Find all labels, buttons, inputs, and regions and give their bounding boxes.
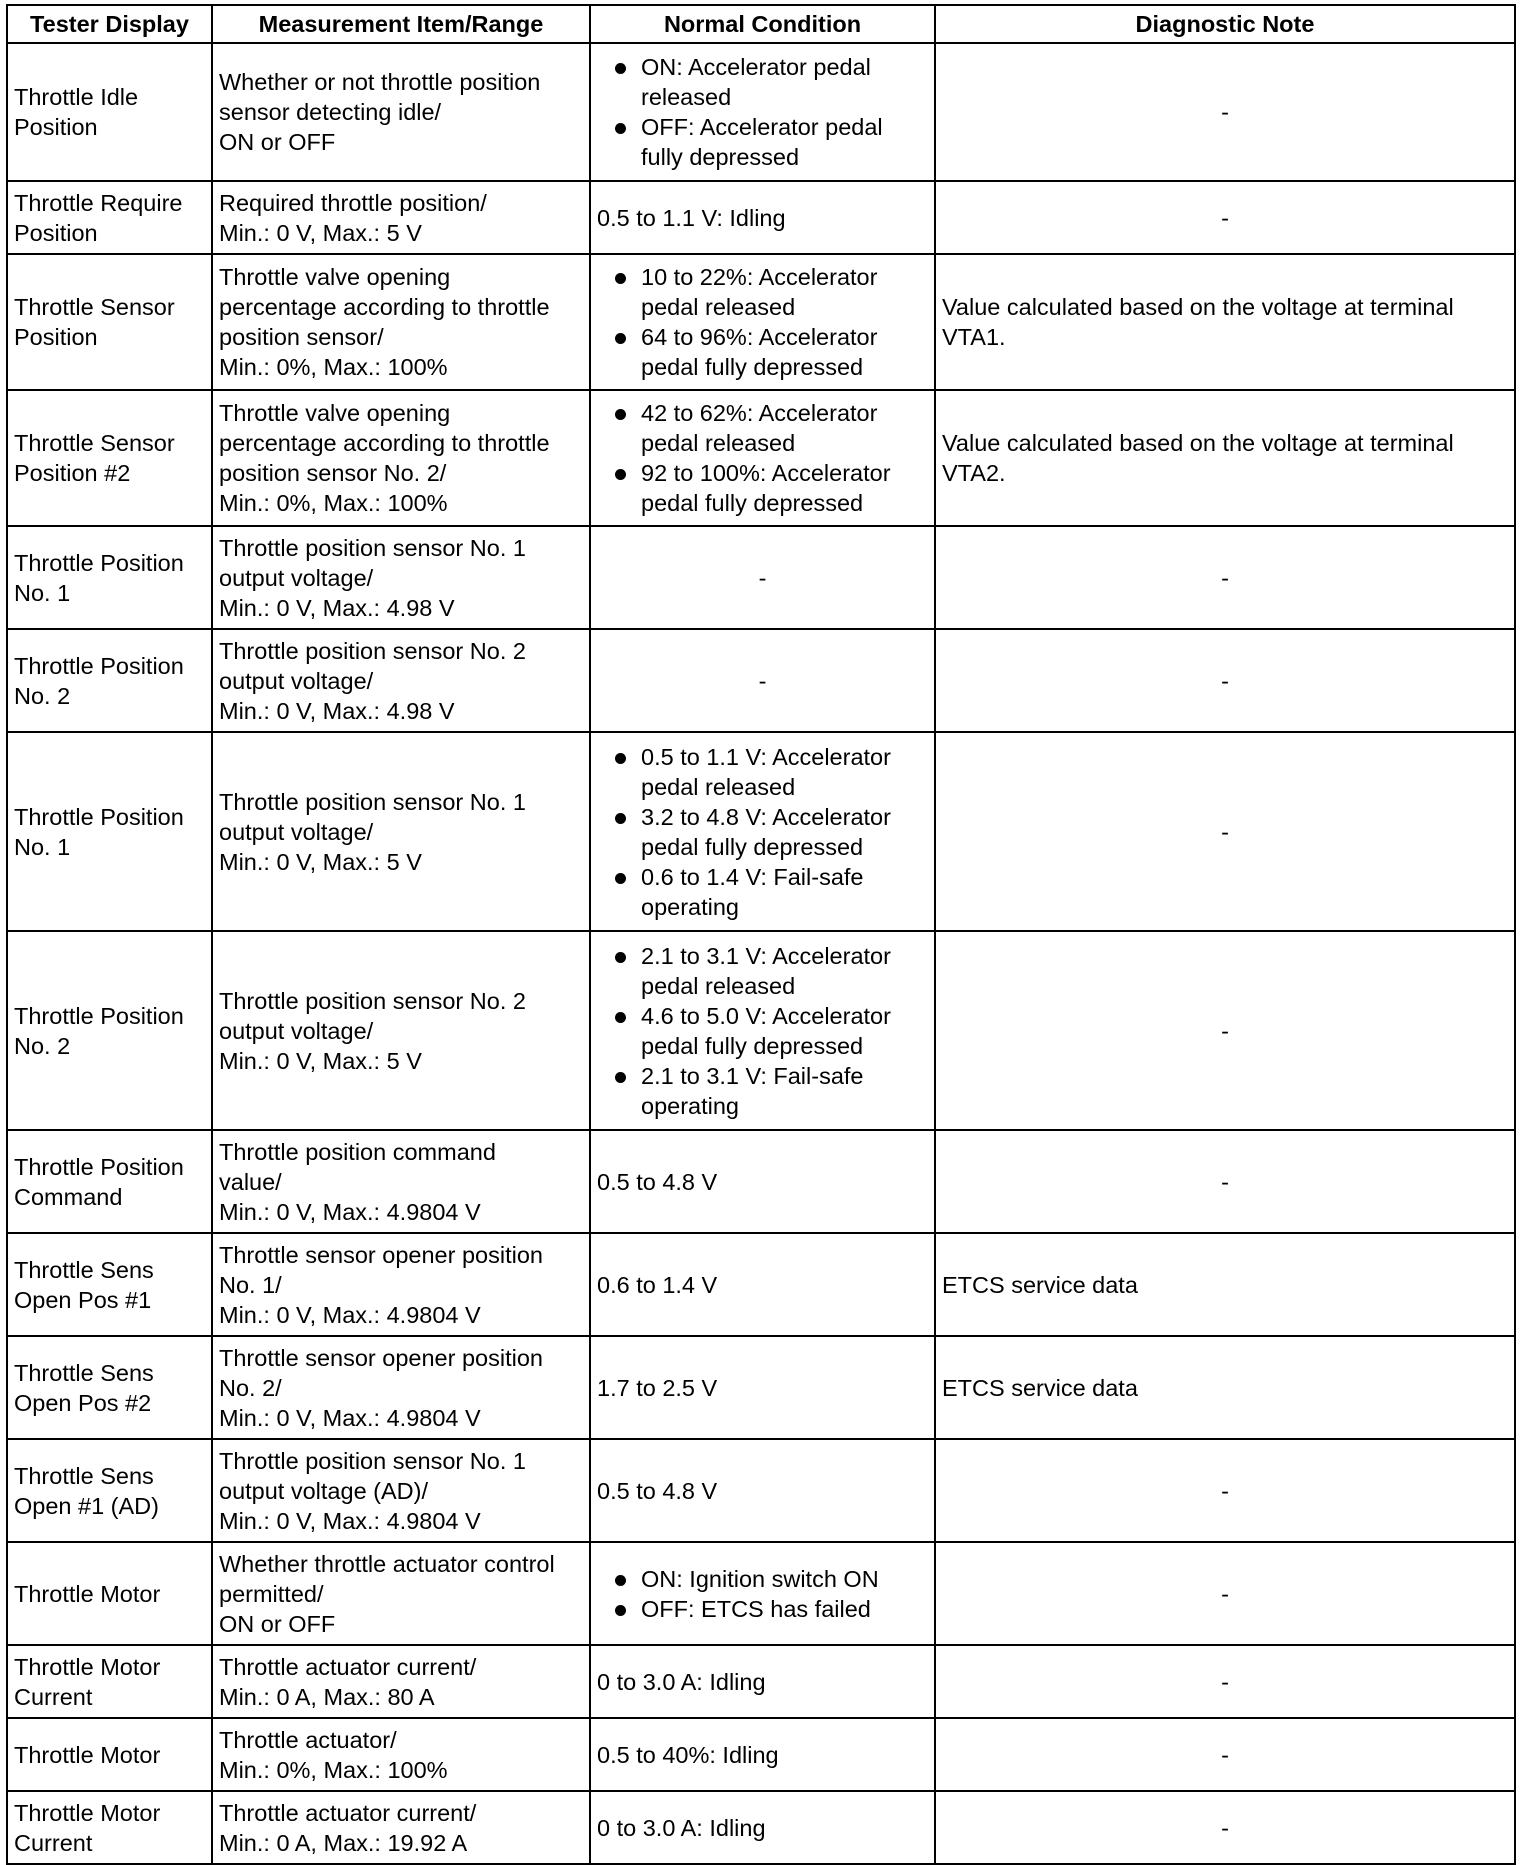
condition-list-item: OFF: ETCS has failed	[597, 1594, 928, 1624]
condition-list	[597, 742, 928, 922]
normal-condition-cell: 0 to 3.0 A: Idling	[590, 1645, 935, 1718]
normal-condition-cell: -	[590, 526, 935, 629]
table-row	[7, 43, 1515, 181]
diagnostic-note-cell: -	[935, 931, 1515, 1130]
measurement-cell: Throttle sensor opener position No. 2/ Min.: 0 V, Max.: 4.9804 V	[212, 1336, 590, 1439]
measurement-cell: Whether throttle actuator control permitted/ ON or OFF	[212, 1542, 590, 1645]
normal-condition-cell: 0.5 to 1.1 V: Idling	[590, 181, 935, 254]
measurement-cell: Throttle position sensor No. 1 output voltage (AD)/ Min.: 0 V, Max.: 4.9804 V	[212, 1439, 590, 1542]
table-header-row	[7, 5, 1515, 43]
measurement-cell: Throttle position command value/ Min.: 0 V, Max.: 4.9804 V	[212, 1130, 590, 1233]
diagnostic-note-cell: -	[935, 1542, 1515, 1645]
diagnostic-note-cell: ETCS service data	[935, 1336, 1515, 1439]
condition-list-item: 42 to 62%: Accelerator pedal released	[597, 398, 928, 458]
tester-display-cell: Throttle Sens Open #1 (AD)	[7, 1439, 212, 1542]
table-row	[7, 1542, 1515, 1645]
condition-list	[597, 398, 928, 518]
normal-condition-cell: 0 to 3.0 A: Idling	[590, 1791, 935, 1864]
header-normal-condition: Normal Condition	[590, 5, 935, 43]
measurement-cell: Throttle position sensor No. 1 output voltage/ Min.: 0 V, Max.: 5 V	[212, 732, 590, 931]
data-table-container	[6, 4, 1514, 1865]
tester-display-cell: Throttle Motor Current	[7, 1645, 212, 1718]
diagnostic-note-cell: ETCS service data	[935, 1233, 1515, 1336]
condition-list-item: 92 to 100%: Accelerator pedal fully depressed	[597, 458, 928, 518]
normal-condition-cell	[590, 43, 935, 181]
table-row	[7, 254, 1515, 390]
measurement-cell: Whether or not throttle position sensor detecting idle/ ON or OFF	[212, 43, 590, 181]
diagnostic-note-cell: -	[935, 1791, 1515, 1864]
condition-list-item: 0.5 to 1.1 V: Accelerator pedal released	[597, 742, 928, 802]
table-row	[7, 1645, 1515, 1718]
diagnostic-note-cell: -	[935, 1645, 1515, 1718]
tester-display-cell: Throttle Idle Position	[7, 43, 212, 181]
diagnostic-note-cell: -	[935, 732, 1515, 931]
tester-display-cell: Throttle Position Command	[7, 1130, 212, 1233]
tester-display-cell: Throttle Sensor Position	[7, 254, 212, 390]
diagnostic-note-cell: -	[935, 526, 1515, 629]
condition-list-item: ON: Ignition switch ON	[597, 1564, 928, 1594]
normal-condition-cell	[590, 732, 935, 931]
normal-condition-cell	[590, 254, 935, 390]
measurement-cell: Throttle position sensor No. 2 output voltage/ Min.: 0 V, Max.: 5 V	[212, 931, 590, 1130]
tester-display-cell: Throttle Sensor Position #2	[7, 390, 212, 526]
table-row	[7, 526, 1515, 629]
measurement-cell: Throttle actuator current/ Min.: 0 A, Max.: 80 A	[212, 1645, 590, 1718]
measurement-cell: Required throttle position/ Min.: 0 V, Max.: 5 V	[212, 181, 590, 254]
normal-condition-cell: 0.6 to 1.4 V	[590, 1233, 935, 1336]
tester-display-cell: Throttle Motor Current	[7, 1791, 212, 1864]
condition-list	[597, 941, 928, 1121]
diagnostic-note-cell: -	[935, 43, 1515, 181]
table-row	[7, 390, 1515, 526]
tester-display-cell: Throttle Motor	[7, 1718, 212, 1791]
measurement-cell: Throttle position sensor No. 1 output voltage/ Min.: 0 V, Max.: 4.98 V	[212, 526, 590, 629]
measurement-cell: Throttle sensor opener position No. 1/ Min.: 0 V, Max.: 4.9804 V	[212, 1233, 590, 1336]
normal-condition-cell	[590, 1542, 935, 1645]
diagnostic-note-cell: -	[935, 1130, 1515, 1233]
tester-display-cell: Throttle Require Position	[7, 181, 212, 254]
table-row	[7, 1233, 1515, 1336]
tester-data-table	[6, 4, 1516, 1865]
measurement-cell: Throttle valve opening percentage according to throttle position sensor/ Min.: 0%, Max.: 100%	[212, 254, 590, 390]
diagnostic-note-cell: -	[935, 181, 1515, 254]
table-row	[7, 1791, 1515, 1864]
table-body	[7, 43, 1515, 1864]
diagnostic-note-cell: -	[935, 1439, 1515, 1542]
condition-list-item: 64 to 96%: Accelerator pedal fully depressed	[597, 322, 928, 382]
table-row	[7, 181, 1515, 254]
diagnostic-note-cell: -	[935, 629, 1515, 732]
table-row	[7, 1336, 1515, 1439]
header-measurement-item: Measurement Item/Range	[212, 5, 590, 43]
normal-condition-cell: 1.7 to 2.5 V	[590, 1336, 935, 1439]
table-row	[7, 931, 1515, 1130]
diagnostic-note-cell: -	[935, 1718, 1515, 1791]
tester-display-cell: Throttle Position No. 2	[7, 629, 212, 732]
tester-display-cell: Throttle Sens Open Pos #1	[7, 1233, 212, 1336]
tester-display-cell: Throttle Sens Open Pos #2	[7, 1336, 212, 1439]
normal-condition-cell	[590, 931, 935, 1130]
table-row	[7, 1130, 1515, 1233]
normal-condition-cell: 0.5 to 40%: Idling	[590, 1718, 935, 1791]
condition-list-item: 4.6 to 5.0 V: Accelerator pedal fully depressed	[597, 1001, 928, 1061]
condition-list	[597, 1564, 928, 1624]
measurement-cell: Throttle actuator/ Min.: 0%, Max.: 100%	[212, 1718, 590, 1791]
tester-display-cell: Throttle Motor	[7, 1542, 212, 1645]
normal-condition-cell: 0.5 to 4.8 V	[590, 1130, 935, 1233]
condition-list-item: 2.1 to 3.1 V: Accelerator pedal released	[597, 941, 928, 1001]
measurement-cell: Throttle valve opening percentage according to throttle position sensor No. 2/ Min.: 0%, Max.: 100%	[212, 390, 590, 526]
condition-list-item: 10 to 22%: Accelerator pedal released	[597, 262, 928, 322]
table-row	[7, 1439, 1515, 1542]
tester-display-cell: Throttle Position No. 2	[7, 931, 212, 1130]
table-row	[7, 629, 1515, 732]
measurement-cell: Throttle actuator current/ Min.: 0 A, Max.: 19.92 A	[212, 1791, 590, 1864]
normal-condition-cell	[590, 390, 935, 526]
tester-display-cell: Throttle Position No. 1	[7, 732, 212, 931]
table-row	[7, 1718, 1515, 1791]
condition-list-item: 3.2 to 4.8 V: Accelerator pedal fully depressed	[597, 802, 928, 862]
header-diagnostic-note: Diagnostic Note	[935, 5, 1515, 43]
diagnostic-note-cell: Value calculated based on the voltage at terminal VTA2.	[935, 390, 1515, 526]
header-tester-display: Tester Display	[7, 5, 212, 43]
diagnostic-note-cell: Value calculated based on the voltage at terminal VTA1.	[935, 254, 1515, 390]
tester-display-cell: Throttle Position No. 1	[7, 526, 212, 629]
condition-list-item: 0.6 to 1.4 V: Fail-safe operating	[597, 862, 928, 922]
normal-condition-cell: 0.5 to 4.8 V	[590, 1439, 935, 1542]
condition-list	[597, 262, 928, 382]
measurement-cell: Throttle position sensor No. 2 output voltage/ Min.: 0 V, Max.: 4.98 V	[212, 629, 590, 732]
condition-list-item: ON: Accelerator pedal released	[597, 52, 928, 112]
condition-list	[597, 52, 928, 172]
table-row	[7, 732, 1515, 931]
condition-list-item: 2.1 to 3.1 V: Fail-safe operating	[597, 1061, 928, 1121]
condition-list-item: OFF: Accelerator pedal fully depressed	[597, 112, 928, 172]
normal-condition-cell: -	[590, 629, 935, 732]
